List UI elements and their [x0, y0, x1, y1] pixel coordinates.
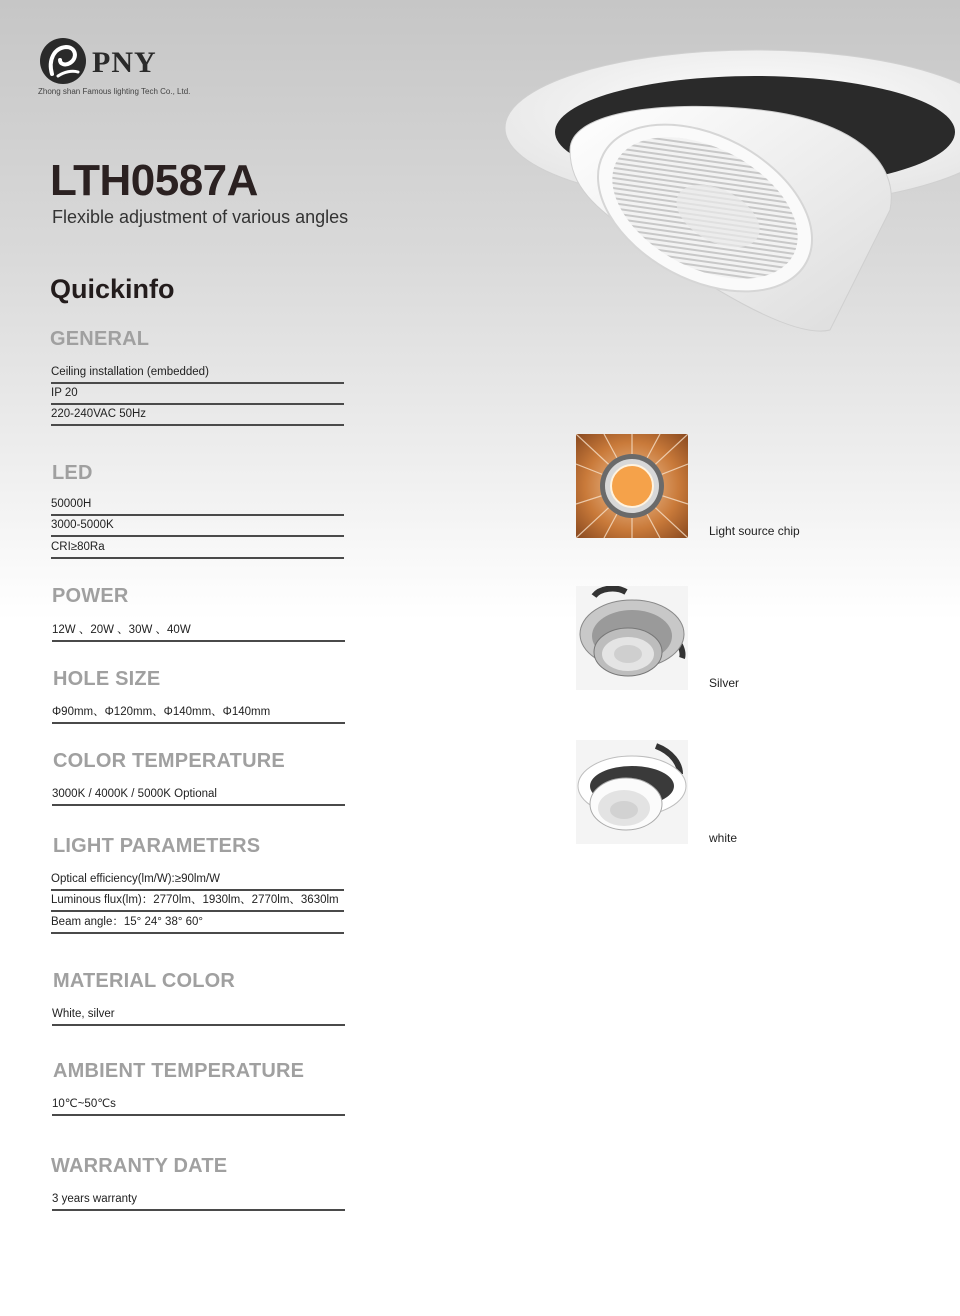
- section-title: MATERIAL COLOR: [53, 970, 236, 992]
- section-title: COLOR TEMPERATURE: [53, 750, 285, 772]
- product-tagline: Flexible adjustment of various angles: [52, 207, 349, 227]
- spec-row: CRI≥80Ra: [51, 537, 344, 559]
- section-title: WARRANTY DATE: [51, 1155, 228, 1177]
- brand-logo-icon: [38, 36, 88, 86]
- spec-row: 3000K / 4000K / 5000K Optional: [52, 784, 345, 806]
- section-title: POWER: [52, 585, 129, 607]
- spec-row: Luminous flux(lm)：2770lm、1930lm、2770lm、3630lm: [51, 890, 344, 912]
- section-title: AMBIENT TEMPERATURE: [53, 1060, 305, 1082]
- spec-row: Optical efficiency(lm/W):≥90lm/W: [51, 869, 344, 891]
- gallery-caption: white: [709, 831, 738, 845]
- section-title: LIGHT PARAMETERS: [53, 835, 261, 857]
- spec-row: 10℃~50℃s: [52, 1094, 345, 1116]
- quickinfo-heading: Quickinfo: [50, 274, 175, 304]
- spec-row: 3 years warranty: [52, 1189, 345, 1211]
- spec-row: Ceiling installation (embedded): [51, 362, 344, 384]
- section-title: HOLE SIZE: [53, 668, 161, 690]
- cob-chip-image: [576, 434, 688, 538]
- spec-row: Φ90mm、Φ120mm、Φ140mm、Φ140mm: [52, 702, 345, 724]
- hero-product-image: [500, 40, 960, 350]
- section-title: LED: [52, 462, 93, 484]
- spec-row: 3000-5000K: [51, 515, 344, 537]
- spec-row: White, silver: [52, 1004, 345, 1026]
- company-name: Zhong shan Famous lighting Tech Co., Ltd.: [38, 87, 191, 96]
- section-title: GENERAL: [50, 328, 150, 350]
- product-model: LTH0587A: [50, 156, 258, 205]
- spec-row: 220-240VAC 50Hz: [51, 404, 344, 426]
- brand-name: PNY: [92, 46, 157, 79]
- spec-row: Beam angle：15° 24° 38° 60°: [51, 912, 344, 934]
- spec-row: 12W 、20W 、30W 、40W: [52, 620, 345, 642]
- silver-downlight-image: [576, 586, 688, 690]
- gallery-caption: Light source chip: [709, 524, 800, 538]
- brand-logo: [38, 36, 238, 100]
- white-downlight-image: [576, 740, 688, 844]
- gallery-caption: Silver: [709, 676, 740, 690]
- spec-row: IP 20: [51, 383, 344, 405]
- spec-row: 50000H: [51, 494, 344, 516]
